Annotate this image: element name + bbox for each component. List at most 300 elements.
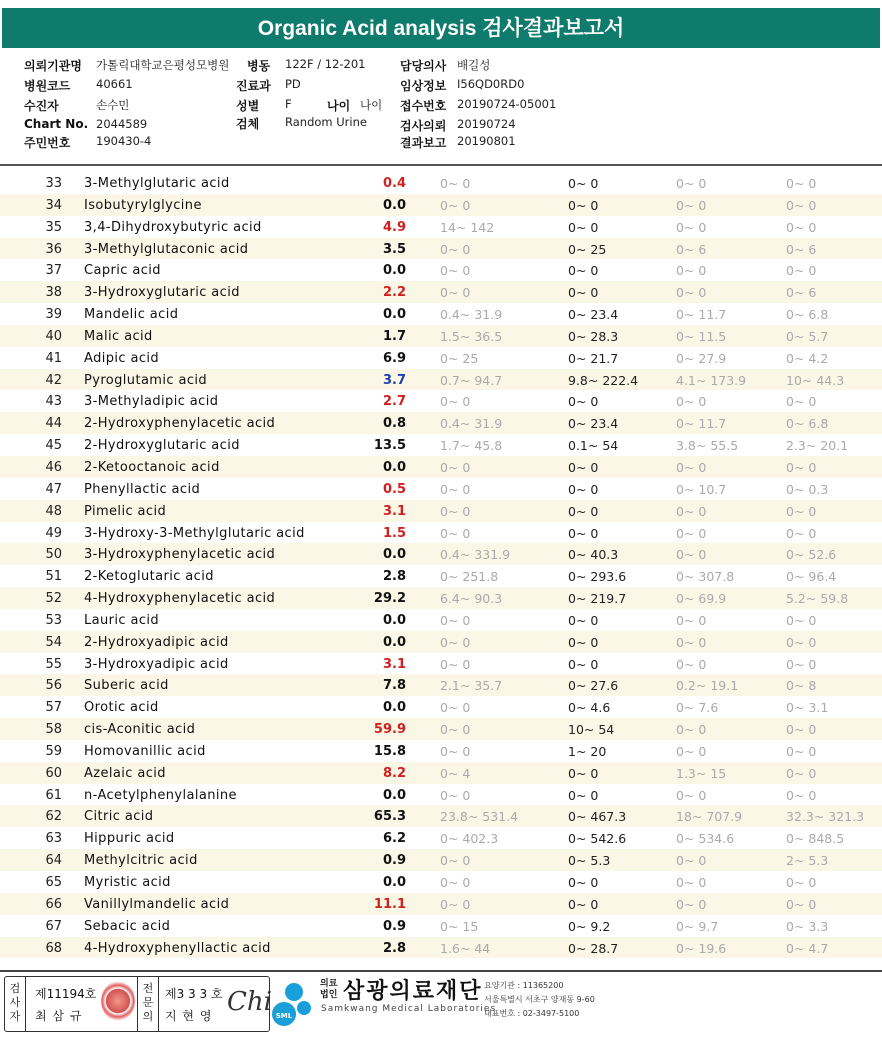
specimen-label: 검체	[236, 117, 260, 131]
reference-range-3: 0~ 0	[676, 394, 707, 410]
analyte-name: Orotic acid	[84, 700, 159, 716]
row-number: 53	[45, 612, 62, 628]
reference-range-3: 0~ 0	[676, 503, 707, 519]
reference-range-3: 0~ 0	[676, 459, 707, 475]
tester-name: 최 삼 규	[35, 1009, 83, 1023]
org-address: 서울특별시 서초구 양재동 9-60	[484, 995, 595, 1004]
chart-value: 2044589	[96, 117, 148, 131]
table-row	[0, 522, 882, 544]
reference-range-2: 0~ 0	[568, 394, 599, 410]
reference-range-2: 0~ 28.7	[568, 940, 619, 956]
row-number: 56	[45, 678, 62, 694]
analyte-name: Hippuric acid	[84, 831, 175, 847]
signature: Chi	[227, 987, 272, 1017]
analyte-name: cis-Aconitic acid	[84, 722, 196, 738]
reference-range-4: 0~ 0	[786, 263, 817, 279]
specialist-vertical-3: 의	[142, 1010, 154, 1023]
reference-range-2: 0~ 0	[568, 503, 599, 519]
reference-range-3: 0~ 0	[676, 743, 707, 759]
reference-range-2: 0~ 0	[568, 459, 599, 475]
reference-range-3: 0~ 0	[676, 875, 707, 890]
reference-range-1: 0~ 0	[440, 853, 471, 869]
reference-range-2: 0~ 23.4	[568, 416, 619, 432]
result-value: 0.0	[382, 263, 406, 279]
reference-range-4: 0~ 0	[786, 896, 817, 912]
reference-range-4: 2.3~ 20.1	[786, 438, 849, 454]
reference-range-2: 0~ 0	[568, 525, 599, 541]
reference-range-2: 9.8~ 222.4	[568, 372, 639, 388]
table-row	[0, 893, 882, 915]
reference-range-4: 0~ 6	[786, 241, 817, 257]
table-row	[0, 194, 882, 216]
table-row	[0, 390, 882, 412]
reference-range-3: 0~ 0	[676, 612, 707, 628]
reference-range-1: 0.4~ 31.9	[440, 307, 503, 323]
reference-range-1: 0~ 0	[440, 241, 471, 257]
row-number: 64	[45, 853, 62, 869]
reference-range-4: 0~ 8	[786, 678, 817, 694]
result-value: 0.4	[382, 176, 406, 191]
tester-id: 제11194호	[35, 987, 97, 1001]
result-value: 0.0	[382, 875, 406, 890]
reference-range-1: 0~ 0	[440, 197, 471, 213]
patient-value: 손수민	[96, 98, 130, 112]
reference-range-2: 0~ 0	[568, 896, 599, 912]
reference-range-4: 0~ 848.5	[786, 831, 845, 847]
reference-range-3: 0~ 10.7	[676, 481, 727, 497]
sex-label: 성별	[236, 99, 260, 113]
analyte-name: Mandelic acid	[84, 307, 179, 323]
reference-range-4: 0~ 0.3	[786, 481, 829, 497]
specialist-vertical-2: 문	[142, 996, 154, 1009]
result-value: 0.9	[382, 918, 406, 934]
report-title: Organic Acid analysis 검사결과보고서	[2, 8, 880, 48]
result-value: 7.8	[382, 678, 406, 694]
dept-value: PD	[285, 77, 301, 91]
reference-range-1: 0~ 0	[440, 875, 471, 890]
result-value: 0.0	[382, 197, 406, 213]
row-number: 59	[45, 743, 62, 759]
reference-range-4: 0~ 3.1	[786, 700, 829, 716]
reference-range-4: 0~ 3.3	[786, 918, 829, 934]
request-label: 검사의뢰	[400, 119, 447, 133]
reference-range-4: 0~ 0	[786, 176, 817, 191]
tester-vertical-3: 자	[9, 1010, 21, 1023]
row-number: 39	[45, 307, 62, 323]
reference-range-3: 0~ 19.6	[676, 940, 727, 956]
org-type-1: 의료	[320, 979, 338, 989]
table-row	[0, 172, 882, 194]
analyte-name: 3-Methyladipic acid	[84, 394, 219, 410]
table-row	[0, 653, 882, 675]
result-value: 65.3	[373, 809, 406, 825]
reference-range-1: 0~ 0	[440, 503, 471, 519]
reference-range-2: 0~ 0	[568, 875, 599, 890]
table-row	[0, 347, 882, 369]
analyte-name: 2-Hydroxyglutaric acid	[84, 438, 240, 454]
reference-range-3: 0~ 27.9	[676, 350, 727, 366]
result-value: 0.5	[382, 481, 406, 497]
reference-range-1: 0~ 0	[440, 285, 471, 301]
sml-logo-icon	[272, 978, 316, 1028]
analyte-name: Phenyllactic acid	[84, 481, 201, 497]
analyte-name: Azelaic acid	[84, 765, 166, 781]
analyte-name: Methylcitric acid	[84, 853, 198, 869]
reference-range-2: 0~ 27.6	[568, 678, 619, 694]
analyte-name: Isobutyrylglycine	[84, 197, 202, 213]
reference-range-4: 0~ 0	[786, 722, 817, 738]
reference-range-4: 2~ 5.3	[786, 853, 829, 869]
row-number: 45	[45, 438, 62, 454]
reference-range-2: 10~ 54	[568, 722, 615, 738]
result-value: 2.7	[382, 394, 406, 410]
analyte-name: Suberic acid	[84, 678, 169, 694]
inst-label: 의뢰기관명	[24, 59, 82, 73]
reference-range-1: 0~ 0	[440, 394, 471, 410]
analyte-name: Myristic acid	[84, 875, 171, 890]
row-number: 61	[45, 787, 62, 803]
analyte-name: 2-Hydroxyadipic acid	[84, 634, 229, 650]
analyte-name: 2-Ketoglutaric acid	[84, 569, 214, 585]
org-english-name: Samkwang Medical Laboratories	[321, 1004, 497, 1014]
reference-range-3: 0~ 6	[676, 241, 707, 257]
reference-range-4: 0~ 0	[786, 197, 817, 213]
reference-range-4: 0~ 5.7	[786, 328, 829, 344]
analyte-name: Vanillylmandelic acid	[84, 896, 230, 912]
logo-text: SML	[275, 1012, 293, 1020]
table-row	[0, 478, 882, 500]
dept-label: 진료과	[236, 79, 271, 93]
result-value: 0.0	[382, 787, 406, 803]
table-row	[0, 609, 882, 631]
table-row	[0, 259, 882, 281]
reference-range-3: 0~ 0	[676, 656, 707, 672]
signature-box	[4, 976, 270, 1032]
reference-range-3: 0~ 0	[676, 197, 707, 213]
reference-range-2: 0~ 9.2	[568, 918, 611, 934]
reference-range-1: 0~ 25	[440, 350, 479, 366]
table-row	[0, 238, 882, 260]
result-value: 2.8	[382, 569, 406, 585]
reference-range-4: 0~ 6	[786, 285, 817, 301]
reference-range-2: 0~ 5.3	[568, 853, 611, 869]
analyte-name: 3-Hydroxyadipic acid	[84, 656, 229, 672]
analyte-name: 3-Hydroxy-3-Methylglutaric acid	[84, 525, 305, 541]
row-number: 63	[45, 831, 62, 847]
reference-range-3: 0~ 0	[676, 634, 707, 650]
results-table	[0, 172, 882, 958]
analyte-name: 4-Hydroxyphenyllactic acid	[84, 940, 271, 956]
reference-range-3: 0~ 11.5	[676, 328, 727, 344]
specialist-name: 지 현 영	[165, 1009, 213, 1023]
table-row	[0, 543, 882, 565]
analyte-name: Adipic acid	[84, 350, 160, 366]
reference-range-1: 6.4~ 90.3	[440, 591, 503, 607]
specialist-id: 제3 3 3 호	[165, 987, 223, 1001]
reference-range-3: 0.2~ 19.1	[676, 678, 739, 694]
table-row	[0, 784, 882, 806]
reference-range-1: 14~ 142	[440, 219, 495, 235]
reference-range-3: 0~ 0	[676, 219, 707, 235]
row-number: 57	[45, 700, 62, 716]
result-value: 29.2	[373, 591, 406, 607]
reference-range-4: 0~ 52.6	[786, 547, 837, 563]
reference-range-1: 0~ 0	[440, 525, 471, 541]
patient-header	[0, 52, 882, 166]
clinical-value: I56QD0RD0	[457, 77, 525, 91]
reference-range-3: 0~ 0	[676, 896, 707, 912]
reference-range-2: 0~ 293.6	[568, 569, 627, 585]
analyte-name: 4-Hydroxyphenylacetic acid	[84, 591, 276, 607]
reference-range-4: 32.3~ 321.3	[786, 809, 865, 825]
sex-value: F	[285, 97, 292, 111]
result-value: 3.7	[382, 372, 406, 388]
result-value: 3.5	[382, 241, 406, 257]
reference-range-1: 0~ 0	[440, 263, 471, 279]
result-value: 0.0	[382, 700, 406, 716]
table-row	[0, 281, 882, 303]
specimen-value: Random Urine	[285, 115, 367, 129]
reference-range-2: 0~ 0	[568, 787, 599, 803]
reference-range-4: 5.2~ 59.8	[786, 591, 849, 607]
reference-range-1: 1.5~ 36.5	[440, 328, 503, 344]
table-row	[0, 871, 882, 893]
analyte-name: 3-Methylglutaric acid	[84, 176, 230, 191]
result-value: 0.0	[382, 307, 406, 323]
table-row	[0, 325, 882, 347]
hospcode-label: 병원코드	[24, 79, 71, 93]
reference-range-1: 0~ 0	[440, 459, 471, 475]
reference-range-4: 0~ 4.7	[786, 940, 829, 956]
result-value: 8.2	[382, 765, 406, 781]
reference-range-4: 0~ 0	[786, 743, 817, 759]
reference-range-2: 0~ 0	[568, 612, 599, 628]
result-value: 0.8	[382, 416, 406, 432]
row-number: 38	[45, 285, 62, 301]
reference-range-1: 0~ 0	[440, 722, 471, 738]
reference-range-3: 0~ 69.9	[676, 591, 727, 607]
reference-range-3: 18~ 707.9	[676, 809, 743, 825]
analyte-name: Pyroglutamic acid	[84, 372, 208, 388]
specialist-vertical-1: 전	[142, 982, 154, 995]
result-value: 1.5	[382, 525, 406, 541]
inst-value: 가톨릭대학교은평성모병원	[96, 58, 230, 72]
reference-range-1: 0~ 0	[440, 176, 471, 191]
analyte-name: 3-Hydroxyglutaric acid	[84, 285, 240, 301]
row-number: 46	[45, 459, 62, 475]
reference-range-1: 0~ 0	[440, 743, 471, 759]
org-type	[320, 979, 337, 1001]
analyte-name: 2-Ketooctanoic acid	[84, 459, 220, 475]
row-number: 67	[45, 918, 62, 934]
analyte-name: 3,4-Dihydroxybutyric acid	[84, 219, 262, 235]
reference-range-1: 1.6~ 44	[440, 940, 491, 956]
reference-range-3: 0~ 11.7	[676, 307, 727, 323]
row-number: 37	[45, 263, 62, 279]
table-row	[0, 805, 882, 827]
table-row	[0, 718, 882, 740]
reference-range-2: 0~ 23.4	[568, 307, 619, 323]
analyte-name: Homovanillic acid	[84, 743, 206, 759]
reference-range-3: 0~ 0	[676, 722, 707, 738]
reference-range-4: 0~ 0	[786, 525, 817, 541]
reference-range-2: 0~ 40.3	[568, 547, 619, 563]
official-seal	[101, 981, 135, 1021]
reference-range-2: 0~ 0	[568, 285, 599, 301]
result-value: 2.8	[382, 940, 406, 956]
org-code: 요양기관 : 11365200	[484, 981, 564, 990]
doctor-label: 담당의사	[400, 59, 447, 73]
result-value: 6.9	[382, 350, 406, 366]
reference-range-3: 0~ 11.7	[676, 416, 727, 432]
reference-range-4: 0~ 4.2	[786, 350, 829, 366]
result-value: 59.9	[373, 722, 406, 738]
reference-range-2: 0~ 28.3	[568, 328, 619, 344]
tester-vertical-cell	[5, 977, 26, 1031]
table-row	[0, 696, 882, 718]
result-value: 0.0	[382, 612, 406, 628]
clinical-label: 임상정보	[400, 79, 447, 93]
reference-range-4: 0~ 0	[786, 219, 817, 235]
reference-range-3: 0~ 534.6	[676, 831, 735, 847]
row-number: 34	[45, 197, 62, 213]
reference-range-3: 0~ 0	[676, 263, 707, 279]
reference-range-4: 0~ 0	[786, 612, 817, 628]
table-row	[0, 456, 882, 478]
row-number: 55	[45, 656, 62, 672]
reference-range-2: 0.1~ 54	[568, 438, 619, 454]
reference-range-2: 0~ 0	[568, 656, 599, 672]
reference-range-1: 23.8~ 531.4	[440, 809, 519, 825]
request-value: 20190724	[457, 117, 516, 131]
table-row	[0, 827, 882, 849]
reference-range-3: 0~ 0	[676, 787, 707, 803]
analyte-name: Capric acid	[84, 263, 161, 279]
reference-range-1: 0~ 0	[440, 700, 471, 716]
reference-range-4: 0~ 0	[786, 634, 817, 650]
row-number: 68	[45, 940, 62, 956]
doctor-value: 배길성	[457, 58, 491, 72]
reference-range-1: 0~ 0	[440, 612, 471, 628]
org-phone: 대표번호 : 02-3497-5100	[484, 1009, 580, 1018]
reference-range-1: 0~ 402.3	[440, 831, 499, 847]
table-row	[0, 565, 882, 587]
reference-range-4: 0~ 6.8	[786, 416, 829, 432]
result-value: 3.1	[382, 656, 406, 672]
row-number: 49	[45, 525, 62, 541]
row-number: 54	[45, 634, 62, 650]
reference-range-3: 0~ 0	[676, 285, 707, 301]
reference-range-4: 0~ 96.4	[786, 569, 837, 585]
analyte-name: Sebacic acid	[84, 918, 171, 934]
report-value: 20190801	[457, 134, 516, 148]
reference-range-2: 1~ 20	[568, 743, 607, 759]
result-value: 2.2	[382, 285, 406, 301]
reference-range-2: 0~ 0	[568, 219, 599, 235]
table-row	[0, 762, 882, 784]
report-label: 결과보고	[400, 136, 447, 150]
table-row	[0, 674, 882, 696]
reference-range-4: 0~ 0	[786, 656, 817, 672]
tester-vertical-2: 사	[9, 996, 21, 1009]
reference-range-2: 0~ 467.3	[568, 809, 627, 825]
table-row	[0, 937, 882, 959]
reference-range-1: 0~ 0	[440, 656, 471, 672]
reference-range-2: 0~ 0	[568, 197, 599, 213]
reference-range-3: 0~ 7.6	[676, 700, 719, 716]
reference-range-1: 0.7~ 94.7	[440, 372, 503, 388]
reference-range-1: 1.7~ 45.8	[440, 438, 503, 454]
reference-range-1: 0.4~ 31.9	[440, 416, 503, 432]
table-row	[0, 216, 882, 238]
reference-range-1: 0~ 0	[440, 634, 471, 650]
chart-label: Chart No.	[24, 117, 89, 131]
row-number: 65	[45, 875, 62, 890]
result-value: 15.8	[373, 743, 406, 759]
analyte-name: n-Acetylphenylalanine	[84, 787, 237, 803]
row-number: 60	[45, 765, 62, 781]
ward-label: 병동	[247, 59, 271, 73]
reference-range-2: 0~ 219.7	[568, 591, 627, 607]
reference-range-4: 10~ 44.3	[786, 372, 845, 388]
reference-range-1: 0~ 4	[440, 765, 471, 781]
reference-range-1: 0.4~ 331.9	[440, 547, 511, 563]
row-number: 40	[45, 328, 62, 344]
reference-range-1: 0~ 0	[440, 481, 471, 497]
result-value: 0.0	[382, 634, 406, 650]
row-number: 47	[45, 481, 62, 497]
reference-range-4: 0~ 0	[786, 459, 817, 475]
reference-range-1: 2.1~ 35.7	[440, 678, 503, 694]
row-number: 52	[45, 591, 62, 607]
reference-range-2: 0~ 0	[568, 634, 599, 650]
table-row	[0, 915, 882, 937]
result-value: 4.9	[382, 219, 406, 235]
receipt-label: 접수번호	[400, 99, 447, 113]
row-number: 33	[45, 176, 62, 191]
row-number: 35	[45, 219, 62, 235]
reference-range-1: 0~ 0	[440, 787, 471, 803]
reference-range-3: 0~ 0	[676, 525, 707, 541]
footer-divider	[0, 970, 882, 972]
result-value: 11.1	[373, 896, 406, 912]
result-value: 0.0	[382, 547, 406, 563]
reference-range-3: 0~ 9.7	[676, 918, 719, 934]
hospcode-value: 40661	[96, 77, 133, 91]
analyte-name: Lauric acid	[84, 612, 160, 628]
org-name: 삼광의료재단	[343, 979, 483, 1004]
age-value: 나이	[360, 98, 383, 112]
row-number: 41	[45, 350, 62, 366]
result-value: 6.2	[382, 831, 406, 847]
reference-range-4: 0~ 0	[786, 787, 817, 803]
reference-range-2: 0~ 25	[568, 241, 607, 257]
reference-range-2: 0~ 0	[568, 481, 599, 497]
reference-range-4: 0~ 0	[786, 394, 817, 410]
reference-range-3: 0~ 0	[676, 547, 707, 563]
reference-range-4: 0~ 0	[786, 503, 817, 519]
row-number: 66	[45, 896, 62, 912]
reference-range-4: 0~ 6.8	[786, 307, 829, 323]
tester-vertical-1: 검	[9, 982, 21, 995]
table-row	[0, 412, 882, 434]
result-value: 13.5	[373, 438, 406, 454]
analyte-name: Malic acid	[84, 328, 153, 344]
row-number: 58	[45, 722, 62, 738]
table-row	[0, 434, 882, 456]
ward-value: 122F / 12-201	[285, 57, 366, 71]
analyte-name: Pimelic acid	[84, 503, 167, 519]
